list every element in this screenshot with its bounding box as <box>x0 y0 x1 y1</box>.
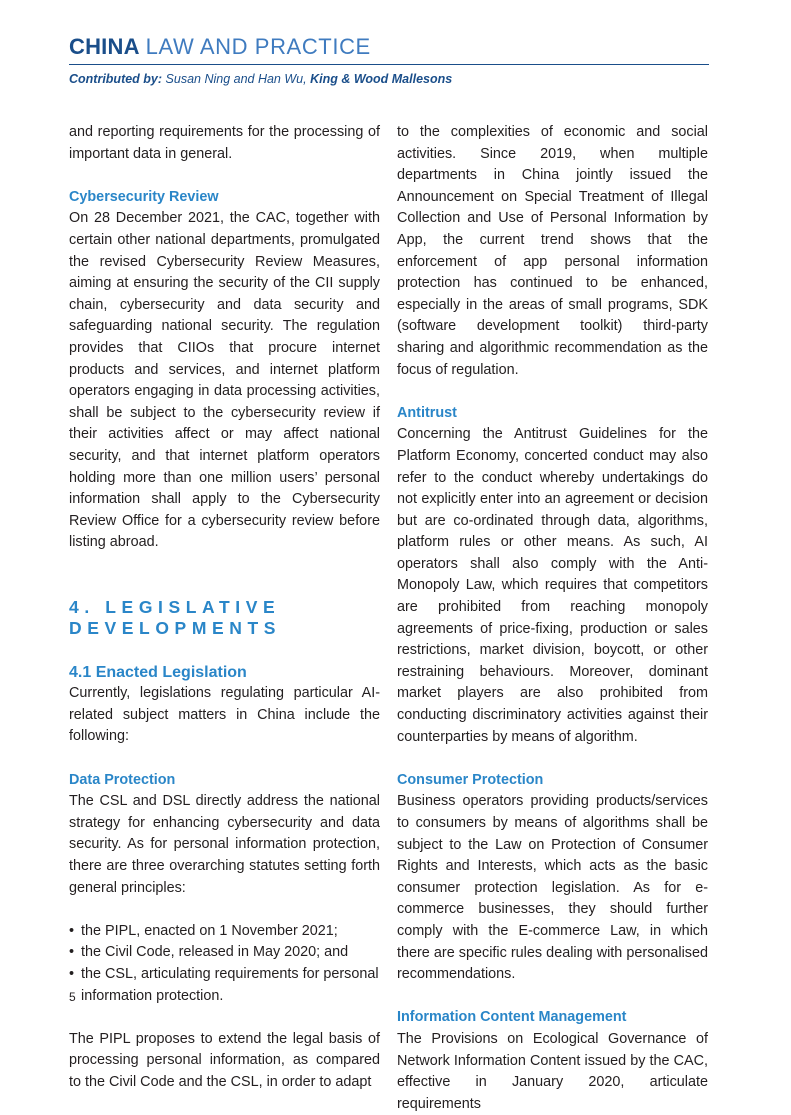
list-item: • the PIPL, enacted on 1 November 2021; <box>69 921 380 943</box>
section-heading-line2: DEVELOPMENTS <box>69 618 282 639</box>
heading-data-protection: Data Protection <box>69 771 176 788</box>
heading-cybersecurity-review: Cybersecurity Review <box>69 188 219 205</box>
page-header <box>69 34 709 86</box>
list-item: • the Civil Code, released in May 2020; and <box>69 942 380 964</box>
page-number: 5 <box>69 990 76 1004</box>
left-intro-paragraph: and reporting requirements for the processing of important data in general. <box>69 124 380 162</box>
data-protection-paragraph: The CSL and DSL directly address the national strategy for enhancing cybersecurity and data security. As for personal information protection, there are three overarching statutes setting forth general principles: <box>69 793 380 896</box>
consumer-protection-paragraph: Business operators providing products/services to consumers by means of algorithms shall be subject to the Law on Protection of Consumer Rights and Interests, which acts as the basic consumer protection legislation. As for e-commerce businesses, they should further comply with the E-commerce Law, in which there are specific rules dealing with personalised recommendations. <box>397 793 708 983</box>
right-column <box>397 122 708 1115</box>
list-item: • the CSL, articulating requirements for personal information protection. <box>69 964 380 1007</box>
contributed-label: Contributed by: <box>69 72 163 86</box>
publication-title <box>69 34 709 60</box>
contributor-line <box>69 72 709 86</box>
subsection-paragraph: Currently, legislations regulating particular AI-related subject matters in China include the following: <box>69 685 380 745</box>
cybersecurity-review-paragraph: On 28 December 2021, the CAC, together with certain other national departments, promulgated the revised Cybersecurity Review Measures, aiming at ensuring the security of the CII supply chain, cybersecurity and data security and safeguarding national security. The regulation provides that CIIOs that procure internet products and services, and internet platform operators engaging in data processing activities, shall be subject to the cybersecurity review if their activities affect or may affect national security, and that internet platform operators holding more than one million users’ personal information shall apply to the Cybersecurity Review Office for a cybersecurity review before listing abroad. <box>69 210 380 551</box>
title-subject: LAW AND PRACTICE <box>145 34 371 59</box>
right-intro-paragraph: to the complexities of economic and social activities. Since 2019, when multiple departments in China jointly issued the Announcement on Special Treatment of Illegal Collection and Use of Personal Information by App, the current trend shows that the enforcement of app personal information protection has continued to be enhanced, especially in the areas of small programs, SDK (software development toolkit) third-party sharing and algorithmic recommendation as the focus of regulation. <box>397 124 708 378</box>
heading-antitrust: Antitrust <box>397 404 457 421</box>
antitrust-paragraph: Concerning the Antitrust Guidelines for the Platform Economy, concerted conduct may also refer to the conduct whereby undertakings do not explicitly enter into an agreement or decision but are co-ordinated through data, algorithms, platform rules or other means. As such, AI operators shall also comply with the Anti-Monopoly Law, which requires that competitors are prohibited from reaching monopoly agreements of price-fixing, production or sales restrictions, market division, boycott, or other restraining behaviours. Moreover, dominant market players are also prohibited from conducting discriminatory activities against their counterparties by means of algorithm. <box>397 426 708 745</box>
section-heading-line1: 4. LEGISLATIVE <box>69 596 281 617</box>
subsection-heading: 4.1 Enacted Legislation <box>69 663 247 681</box>
firm-name: King & Wood Mallesons <box>310 72 453 86</box>
heading-information-content-management: Information Content Management <box>397 1009 627 1026</box>
statute-list <box>69 921 380 1007</box>
heading-consumer-protection: Consumer Protection <box>397 771 544 788</box>
information-content-paragraph: The Provisions on Ecological Governance of Network Information Content issued by the CAC, effective in January 2020, articulate requirements <box>397 1030 708 1112</box>
header-divider <box>69 64 709 65</box>
title-country: CHINA <box>69 34 140 59</box>
left-column <box>69 122 380 1094</box>
pipl-paragraph: The PIPL proposes to extend the legal basis of processing personal information, as compared to the Civil Code and the CSL, in order to adapt <box>69 1030 380 1090</box>
contributor-names: Susan Ning and Han Wu, <box>165 72 307 86</box>
